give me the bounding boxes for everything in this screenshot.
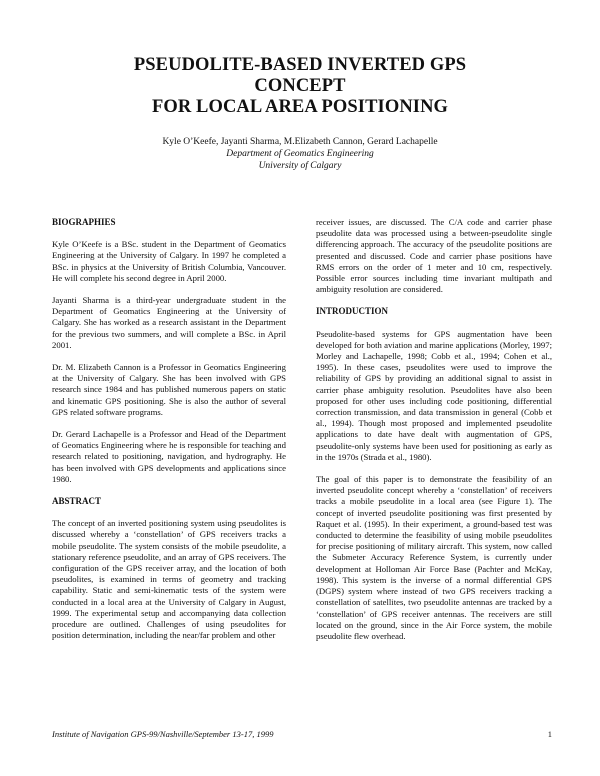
footer-citation: Institute of Navigation GPS-99/Nashville/September 13-17, 1999 xyxy=(52,729,274,739)
introduction-paragraph-2: The goal of this paper is to demonstrate the feasibility of an inverted pseudolite concept whereby a ‘constellation’ of receivers tracks a mobile pseudolite in a local area (see Figure 1). The concept of inverted pseudolite positioning was first presented by Raquet et al. (1995). In their experiment, a ground-based test was conducted to determine the feasibility of using mobile pseudolites for precise positioning of military aircraft. This system, now called the Submeter Accuracy Reference System, is currently under development at Holloman Air Force Base (Pachter and McKay, 1998). This system is the inverse of a normal differential GPS (DGPS) system where instead of two GPS receivers tracking a constellation of satellites, two pseudolite antennas are tracked by a ‘constellation’ of GPS receiver antennas. The receivers are still located on the ground, since in the Air Force system, the mobile pseudolite flew overhead. xyxy=(316,474,552,641)
introduction-paragraph-1: Pseudolite-based systems for GPS augmentation have been developed for both aviation and marine applications (Morley, 1997; Morley and Lachapelle, 1998; Cobb et al., 1994; Cohen et al., 1995). In these cases, pseudolites were used to improve the reliability of GPS by providing an additional signal to assist in carrier phase ambiguity resolution. Pseudolites have also been proposed for other uses including code positioning, differential correction transmission, and data transmission in general (Cobb et al., 1994). Though most proposed and implemented pseudolite applications to date have dealt with augmentation of GPS, pseudolite-only systems have been used for positioning as early as in the 1970s (Strada et al., 1980). xyxy=(316,328,552,462)
left-column xyxy=(52,217,286,653)
title-line-3: FOR LOCAL AREA POSITIONING xyxy=(151,97,449,117)
author-department: Department of Geomatics Engineering xyxy=(226,149,374,159)
author-block xyxy=(40,136,560,172)
page-footer xyxy=(52,729,552,739)
paper-title xyxy=(40,55,560,118)
biographies-heading: BIOGRAPHIES xyxy=(52,217,116,227)
abstract-continued: receiver issues, are discussed. The C/A code and carrier phase pseudolite data was processed using a between-pseudolite single differencing approach. The accuracy of the pseudolite positions are presented and discussed. Code and carrier phase positions have RMS errors on the order of 1 meter and 10 cm, respectively. Possible error sources including time invariant multipath and ambiguity resolution are considered. xyxy=(316,217,552,295)
right-column xyxy=(316,217,552,653)
bio-sharma: Jayanti Sharma is a third-year undergraduate student in the Department of Geomatics Engineering at the University of Calgary. She has worked as a research assistant in the Department for the previous two summers, and will complete a BSc. in April 2001. xyxy=(52,295,286,350)
author-names: Kyle O’Keefe, Jayanti Sharma, M.Elizabeth Cannon, Gerard Lachapelle xyxy=(162,137,438,147)
introduction-heading: INTRODUCTION xyxy=(316,306,389,317)
author-university: University of Calgary xyxy=(258,161,342,171)
page-number: 1 xyxy=(547,729,552,739)
bio-lachapelle: Dr. Gerard Lachapelle is a Professor and Head of the Department of Geomatics Engineering where he is responsible for teaching and research related to positioning, navigation, and hydrography. He has been involved with GPS developments and applications since 1980. xyxy=(52,429,286,484)
bio-cannon: Dr. M. Elizabeth Cannon is a Professor in Geomatics Engineering at the University of Calgary. She has been involved with GPS research since 1984 and has published numerous papers on static and kinematic GPS positioning. She is also the author of several GPS related software programs. xyxy=(52,362,286,417)
title-line-2: CONCEPT xyxy=(254,76,346,96)
title-line-1: PSEUDOLITE-BASED INVERTED GPS xyxy=(133,55,467,75)
abstract-heading: ABSTRACT xyxy=(52,496,102,507)
bio-okeefe: Kyle O’Keefe is a BSc. student in the Department of Geomatics Engineering at the University of Calgary. In 1997 he completed a BSc. in physics at the University of British Columbia, Vancouver. He will complete his second degree in April 2000. xyxy=(52,239,286,283)
abstract-text: The concept of an inverted positioning system using pseudolites is discussed whereby a ‘constellation’ of GPS receivers tracks a mobile pseudolite. The system consists of the mobile pseudolite, a stationary reference pseudolite, and an array of GPS receivers. The configuration of the GPS receiver array, and the location of both pseudolites, is examined in terms of geometry and tracking capability. Static and semi-kinematic tests of the system were conducted in a local area at the University of Calgary in August, 1999. The experimental setup and accompanying data collection procedure are outlined. Challenges of using pseudolites for position determination, including the near/far problem and other xyxy=(52,518,286,641)
